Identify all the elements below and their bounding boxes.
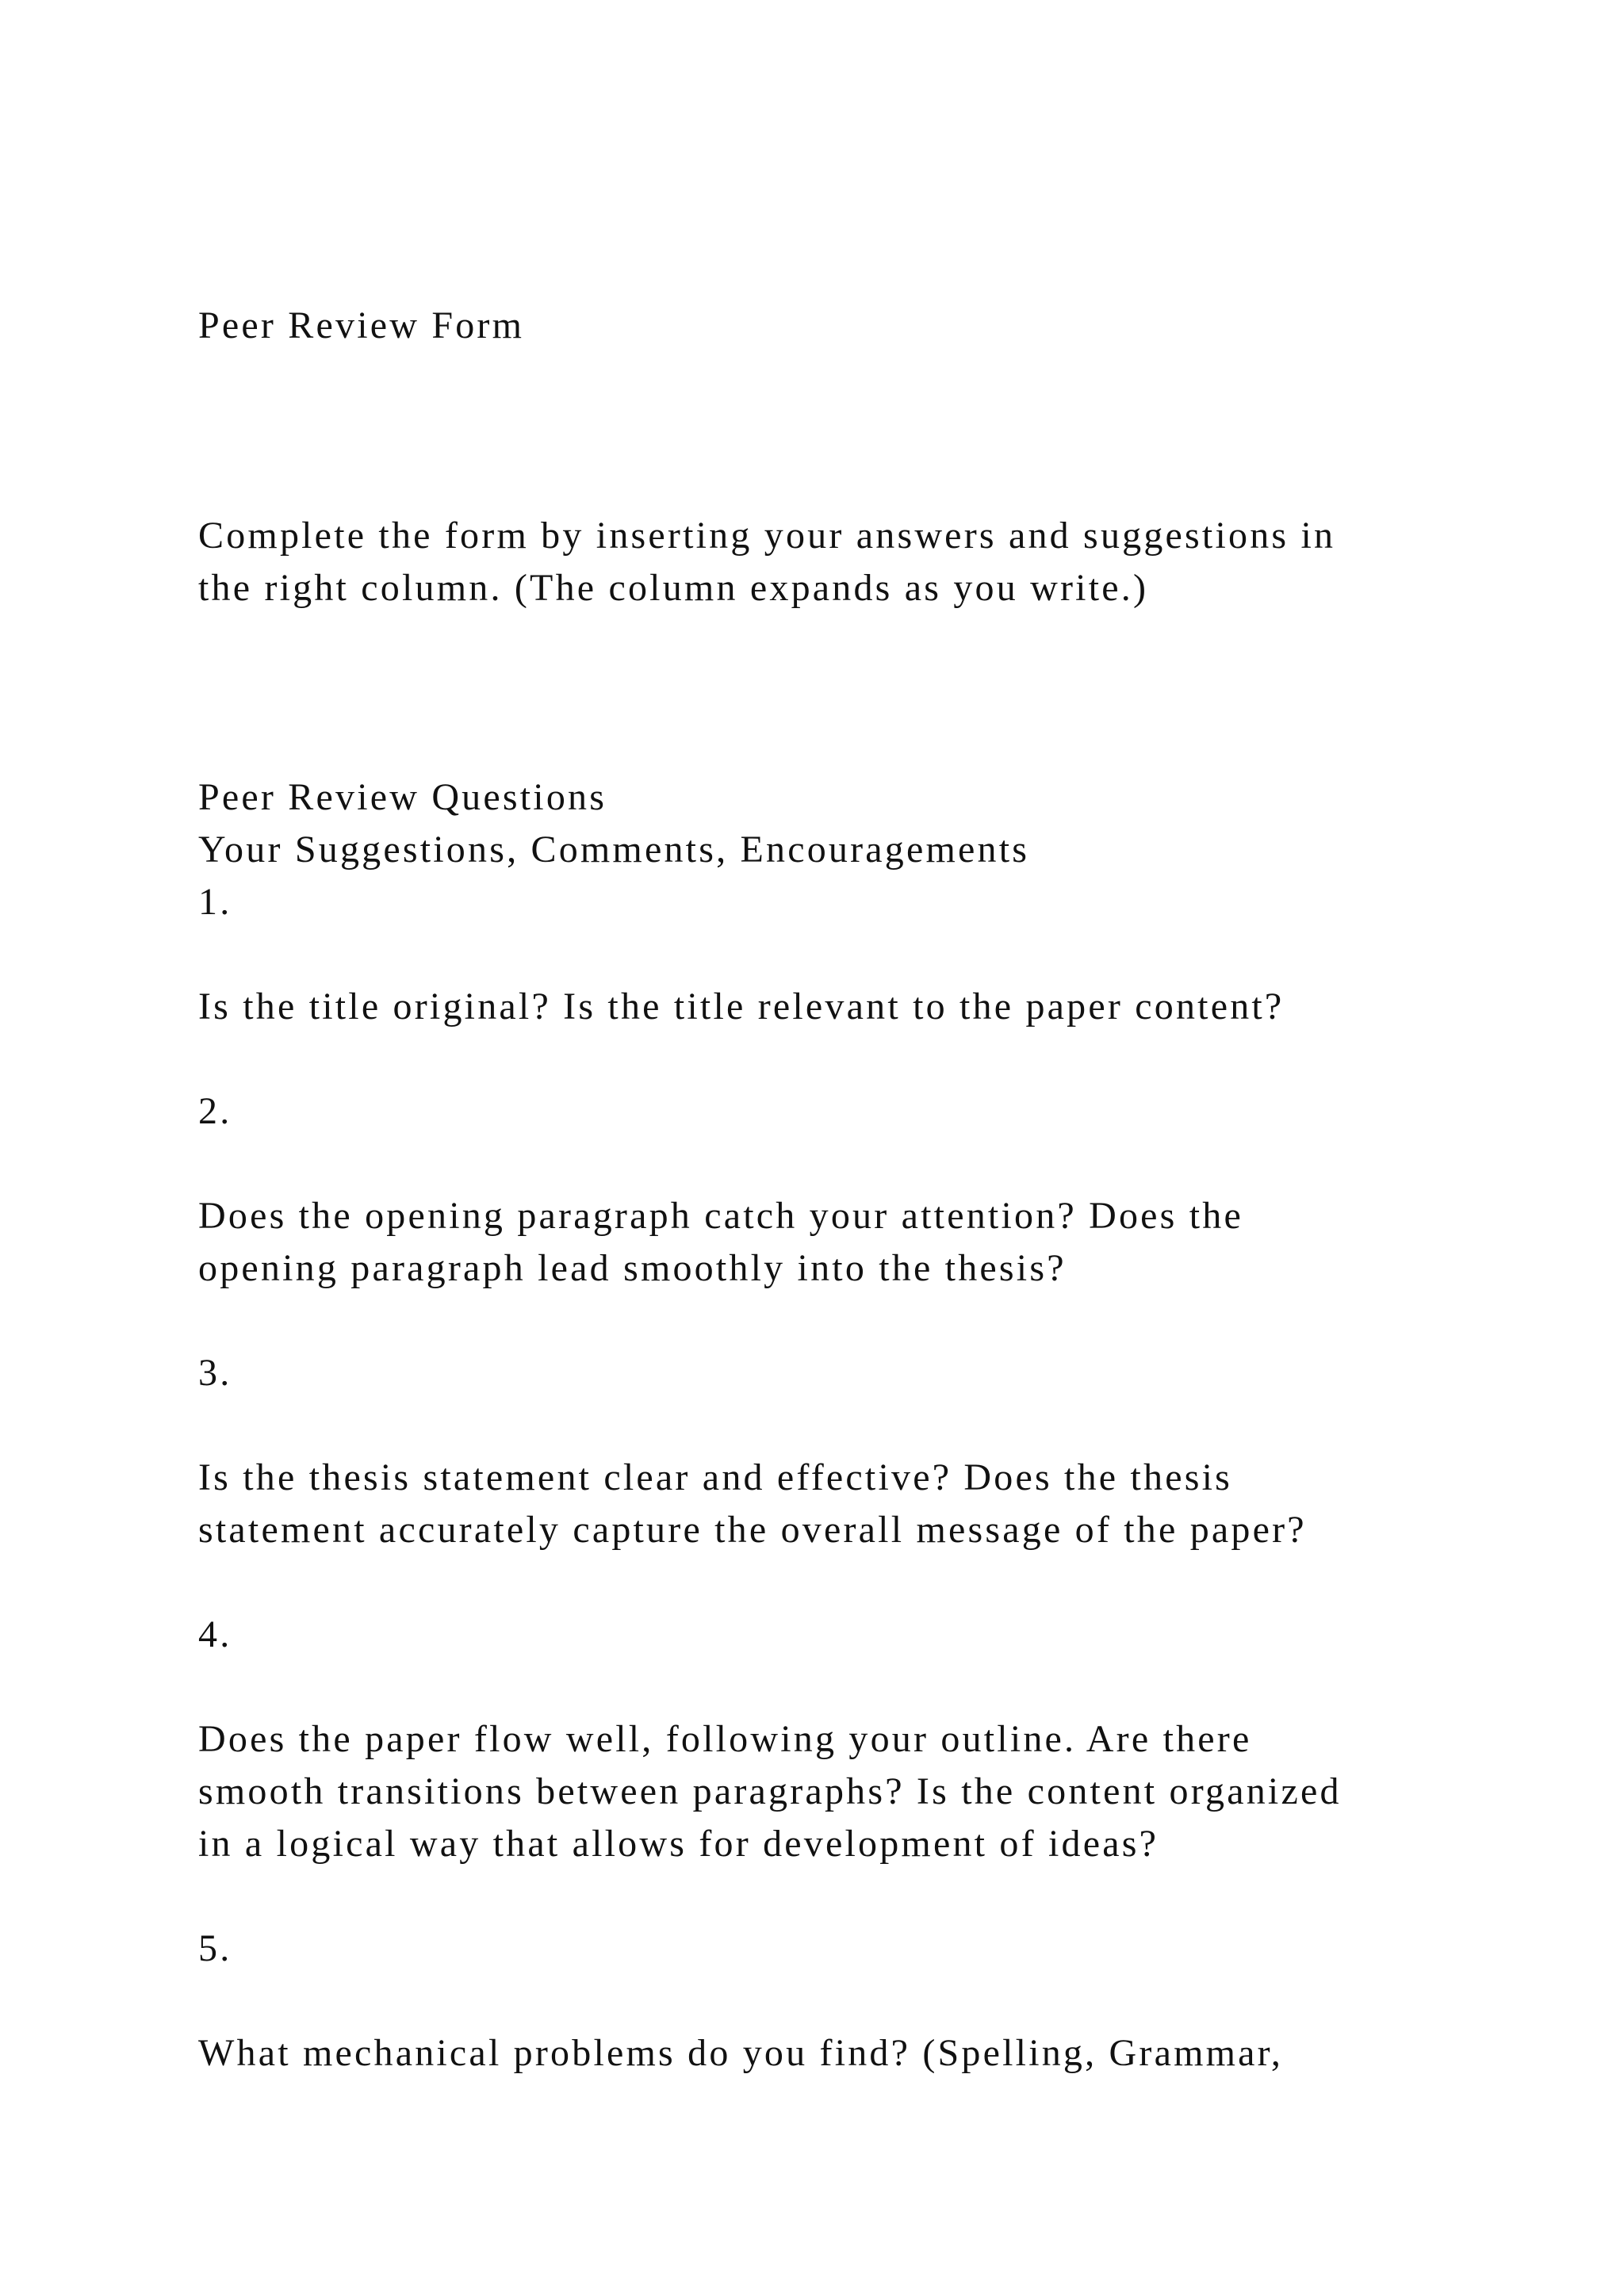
question-5-number: 5. <box>198 1927 232 1969</box>
question-4-text-line-3: in a logical way that allows for development of ideas? <box>198 1823 1159 1865</box>
question-2-text-line-2: opening paragraph lead smoothly into the thesis? <box>198 1247 1067 1289</box>
question-3-number: 3. <box>198 1352 232 1394</box>
question-3-text-line-2: statement accurately capture the overall message of the paper? <box>198 1509 1307 1551</box>
document-title: Peer Review Form <box>198 304 525 346</box>
question-2-number: 2. <box>198 1090 232 1132</box>
question-4-number: 4. <box>198 1613 232 1655</box>
header-suggestions: Your Suggestions, Comments, Encouragements <box>198 828 1030 871</box>
question-1-text-line-1: Is the title original? Is the title relevant to the paper content? <box>198 985 1285 1027</box>
instructions-line-1: Complete the form by inserting your answers and suggestions in <box>198 515 1336 557</box>
question-5-text-line-1: What mechanical problems do you find? (Spelling, Grammar, <box>198 2032 1284 2074</box>
question-4-text-line-1: Does the paper flow well, following your outline. Are there <box>198 1718 1252 1760</box>
instructions-line-2: the right column. (The column expands as you write.) <box>198 567 1149 609</box>
question-2-text-line-1: Does the opening paragraph catch your attention? Does the <box>198 1195 1243 1237</box>
question-4-text-line-2: smooth transitions between paragraphs? Is the content organized <box>198 1770 1342 1812</box>
header-questions: Peer Review Questions <box>198 776 607 818</box>
question-3-text-line-1: Is the thesis statement clear and effective? Does the thesis <box>198 1456 1233 1498</box>
question-1-number: 1. <box>198 881 232 923</box>
